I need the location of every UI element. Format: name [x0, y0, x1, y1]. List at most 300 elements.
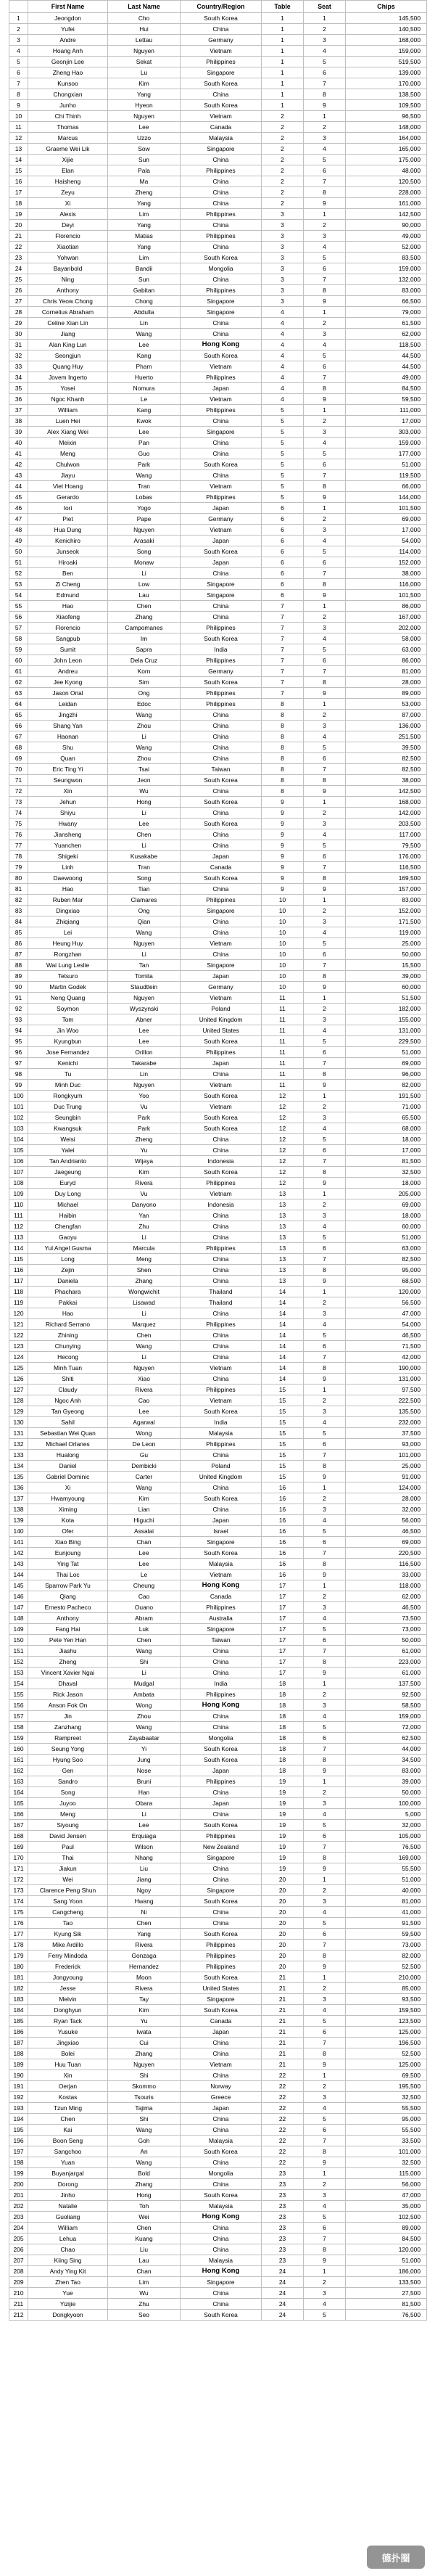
cell-table: 6: [262, 546, 304, 557]
table-row: [9, 350, 427, 361]
cell-chips: 159,000: [346, 263, 427, 274]
cell-table: 18: [262, 1755, 304, 1765]
cell-first-name: Ngoc Anh: [28, 1395, 108, 1406]
table-row: [9, 57, 427, 67]
cell-table: 20: [262, 1929, 304, 1940]
cell-chips: 120,500: [346, 176, 427, 187]
cell-rank: 137: [9, 1493, 28, 1504]
table-row: [9, 1025, 427, 1036]
cell-country: Norway: [181, 2081, 262, 2092]
cell-first-name: Yalei: [28, 1145, 108, 1156]
cell-table: 12: [262, 1091, 304, 1102]
cell-first-name: Michael Orlanes: [28, 1439, 108, 1450]
cell-last-name: Lee: [108, 1820, 181, 1831]
table-row: [9, 503, 427, 514]
cell-rank: 203: [9, 2212, 28, 2223]
cell-rank: 9: [9, 100, 28, 111]
cell-table: 14: [262, 1374, 304, 1385]
cell-last-name: Song: [108, 546, 181, 557]
cell-country: Philippines: [181, 1689, 262, 1700]
cell-seat: 4: [304, 1221, 346, 1232]
cell-table: 5: [262, 427, 304, 438]
table-row: [9, 949, 427, 960]
cell-seat: 8: [304, 1559, 346, 1570]
cell-country: South Korea: [181, 1929, 262, 1940]
cell-rank: 34: [9, 372, 28, 383]
cell-country: Malaysia: [181, 133, 262, 144]
cell-first-name: Kyung Sik: [28, 1929, 108, 1940]
table-row: [9, 416, 427, 427]
cell-country: China: [181, 927, 262, 938]
cell-first-name: Gabriel Dominic: [28, 1472, 108, 1482]
cell-last-name: Wyszynski: [108, 1004, 181, 1014]
cell-first-name: Dhaval: [28, 1678, 108, 1689]
cell-seat: 7: [304, 1744, 346, 1755]
cell-rank: 62: [9, 677, 28, 688]
cell-table: 9: [262, 873, 304, 884]
cell-country: South Korea: [181, 677, 262, 688]
cell-table: 3: [262, 242, 304, 253]
cell-table: 8: [262, 742, 304, 753]
cell-first-name: Meixin: [28, 438, 108, 448]
cell-country: Germany: [181, 514, 262, 525]
cell-seat: 1: [304, 307, 346, 318]
cell-seat: 4: [304, 1025, 346, 1036]
cell-country: China: [181, 742, 262, 753]
cell-chips: 46,500: [346, 1602, 427, 1613]
cell-rank: 110: [9, 1199, 28, 1210]
cell-last-name: Chong: [108, 296, 181, 307]
table-row: [9, 1363, 427, 1374]
table-row: [9, 1722, 427, 1733]
cell-last-name: Li: [108, 840, 181, 851]
cell-seat: 1: [304, 895, 346, 906]
table-row: [9, 296, 427, 307]
cell-first-name: Eric Ting Yi: [28, 764, 108, 775]
table-row: [9, 253, 427, 263]
cell-seat: 4: [304, 2005, 346, 2016]
cell-country: China: [181, 1069, 262, 1080]
cell-last-name: Kusakabe: [108, 851, 181, 862]
cell-table: 18: [262, 1700, 304, 1711]
cell-last-name: Campomanes: [108, 623, 181, 633]
cell-first-name: William: [28, 2223, 108, 2234]
cell-rank: 18: [9, 198, 28, 209]
cell-seat: 2: [304, 416, 346, 427]
cell-first-name: Buyanjargal: [28, 2168, 108, 2179]
table-row: [9, 122, 427, 133]
cell-rank: 112: [9, 1221, 28, 1232]
cell-chips: 61,500: [346, 318, 427, 329]
cell-first-name: Yuanchen: [28, 840, 108, 851]
cell-last-name: Mudgal: [108, 1678, 181, 1689]
cell-rank: 177: [9, 1929, 28, 1940]
cell-seat: 9: [304, 1178, 346, 1189]
cell-table: 22: [262, 2070, 304, 2081]
cell-table: 16: [262, 1548, 304, 1559]
cell-rank: 196: [9, 2136, 28, 2146]
table-row: [9, 1548, 427, 1559]
cell-table: 6: [262, 579, 304, 590]
cell-table: 3: [262, 285, 304, 296]
table-row: [9, 819, 427, 829]
table-row: [9, 546, 427, 557]
cell-last-name: Abram: [108, 1613, 181, 1624]
cell-first-name: Alan King Lun: [28, 340, 108, 350]
cell-seat: 1: [304, 1874, 346, 1885]
cell-seat: 8: [304, 1461, 346, 1472]
cell-rank: 146: [9, 1591, 28, 1602]
cell-last-name: Lobas: [108, 492, 181, 503]
table-row: [9, 144, 427, 155]
cell-country: Singapore: [181, 1537, 262, 1548]
cell-seat: 1: [304, 13, 346, 24]
cell-rank: 111: [9, 1210, 28, 1221]
cell-last-name: Vu: [108, 1189, 181, 1199]
cell-country: South Korea: [181, 1548, 262, 1559]
cell-last-name: Korn: [108, 666, 181, 677]
cell-country: South Korea: [181, 100, 262, 111]
cell-first-name: Chunying: [28, 1341, 108, 1352]
cell-last-name: Lau: [108, 2255, 181, 2266]
cell-first-name: Mike Ardillo: [28, 1940, 108, 1951]
cell-last-name: Cao: [108, 1395, 181, 1406]
table-row: [9, 1493, 427, 1504]
cell-country: Singapore: [181, 144, 262, 155]
cell-chips: 82,500: [346, 1254, 427, 1265]
cell-table: 16: [262, 1504, 304, 1515]
cell-table: 12: [262, 1102, 304, 1112]
cell-country: Israel: [181, 1526, 262, 1537]
cell-first-name: Shigeki: [28, 851, 108, 862]
cell-rank: 176: [9, 1918, 28, 1929]
cell-table: 16: [262, 1515, 304, 1526]
cell-chips: 95,000: [346, 1265, 427, 1276]
cell-rank: 133: [9, 1450, 28, 1461]
cell-country: Taiwan: [181, 764, 262, 775]
cell-country: South Korea: [181, 1112, 262, 1123]
table-row: [9, 1210, 427, 1221]
cell-table: 9: [262, 819, 304, 829]
table-row: [9, 2027, 427, 2038]
table-row: [9, 35, 427, 46]
table-row: [9, 2146, 427, 2157]
cell-last-name: Lee: [108, 1559, 181, 1570]
cell-last-name: Marcula: [108, 1243, 181, 1254]
cell-rank: 140: [9, 1526, 28, 1537]
cell-table: 9: [262, 829, 304, 840]
cell-first-name: Shu: [28, 742, 108, 753]
cell-rank: 41: [9, 448, 28, 459]
cell-country: China: [181, 1374, 262, 1385]
cell-last-name: Kang: [108, 350, 181, 361]
cell-country: Philippines: [181, 655, 262, 666]
cell-rank: 16: [9, 176, 28, 187]
cell-first-name: Oerjan: [28, 2081, 108, 2092]
cell-table: 4: [262, 361, 304, 372]
cell-seat: 1: [304, 699, 346, 710]
cell-table: 1: [262, 24, 304, 35]
table-row: [9, 829, 427, 840]
cell-table: 23: [262, 2244, 304, 2255]
cell-last-name: Vu: [108, 1102, 181, 1112]
cell-rank: 129: [9, 1406, 28, 1417]
cell-rank: 113: [9, 1232, 28, 1243]
cell-first-name: Jinho: [28, 2190, 108, 2201]
cell-last-name: Low: [108, 579, 181, 590]
cell-country: South Korea: [181, 2146, 262, 2157]
table-row: [9, 1319, 427, 1330]
cell-country: China: [181, 1221, 262, 1232]
cell-table: 8: [262, 775, 304, 786]
cell-rank: 197: [9, 2146, 28, 2157]
table-row: [9, 2310, 427, 2321]
cell-first-name: Junseok: [28, 546, 108, 557]
cell-seat: 9: [304, 688, 346, 699]
cell-table: 1: [262, 57, 304, 67]
cell-table: 23: [262, 2190, 304, 2201]
cell-last-name: Wei: [108, 2212, 181, 2223]
header-last-name: Last Name: [108, 1, 181, 13]
cell-last-name: Jeon: [108, 775, 181, 786]
cell-first-name: Hecong: [28, 1352, 108, 1363]
table-row: [9, 960, 427, 971]
cell-rank: 21: [9, 231, 28, 242]
cell-seat: 8: [304, 1951, 346, 1961]
table-row: [9, 1570, 427, 1580]
table-row: [9, 677, 427, 688]
cell-last-name: Zhou: [108, 1711, 181, 1722]
cell-seat: 3: [304, 1798, 346, 1809]
cell-first-name: Richard Serrano: [28, 1319, 108, 1330]
cell-country: Japan: [181, 536, 262, 546]
cell-country: China: [181, 2070, 262, 2081]
table-row: [9, 155, 427, 165]
cell-rank: 64: [9, 699, 28, 710]
table-row: [9, 176, 427, 187]
cell-first-name: Rongzhan: [28, 949, 108, 960]
table-row: [9, 1102, 427, 1112]
table-row: [9, 329, 427, 340]
cell-first-name: Michael: [28, 1199, 108, 1210]
cell-seat: 3: [304, 1406, 346, 1417]
table-row: [9, 851, 427, 862]
cell-rank: 172: [9, 1874, 28, 1885]
table-row: [9, 438, 427, 448]
cell-last-name: Chan: [108, 1537, 181, 1548]
cell-table: 8: [262, 699, 304, 710]
cell-chips: 15,500: [346, 960, 427, 971]
cell-seat: 3: [304, 1014, 346, 1025]
cell-chips: 17,000: [346, 525, 427, 536]
cell-country: Philippines: [181, 1178, 262, 1189]
cell-table: 4: [262, 340, 304, 350]
cell-country: Japan: [181, 1058, 262, 1069]
cell-table: 20: [262, 1907, 304, 1918]
cell-country: South Korea: [181, 2190, 262, 2201]
cell-last-name: Yi: [108, 1744, 181, 1755]
cell-rank: 14: [9, 155, 28, 165]
cell-last-name: Lee: [108, 1548, 181, 1559]
cell-chips: 35,000: [346, 2201, 427, 2212]
cell-rank: 154: [9, 1678, 28, 1689]
table-row: [9, 721, 427, 731]
cell-seat: 9: [304, 982, 346, 993]
cell-table: 21: [262, 2027, 304, 2038]
cell-table: 24: [262, 2277, 304, 2288]
cell-chips: 82,500: [346, 753, 427, 764]
cell-seat: 1: [304, 601, 346, 612]
cell-table: 18: [262, 1678, 304, 1689]
table-row: [9, 1863, 427, 1874]
cell-chips: 55,500: [346, 1863, 427, 1874]
table-row: [9, 1047, 427, 1058]
cell-country: Canada: [181, 1591, 262, 1602]
cell-seat: 9: [304, 1374, 346, 1385]
cell-rank: 189: [9, 2059, 28, 2070]
cell-last-name: Pan: [108, 438, 181, 448]
cell-chips: 87,000: [346, 710, 427, 721]
table-row: [9, 1014, 427, 1025]
cell-seat: 3: [304, 35, 346, 46]
cell-seat: 5: [304, 448, 346, 459]
cell-first-name: Tan Andrianto: [28, 1156, 108, 1167]
cell-country: China: [181, 1668, 262, 1678]
table-row: [9, 655, 427, 666]
table-row: [9, 1515, 427, 1526]
table-row: [9, 1287, 427, 1297]
cell-chips: 82,500: [346, 764, 427, 775]
table-row: [9, 427, 427, 438]
cell-country: Vietnam: [181, 361, 262, 372]
cell-country: China: [181, 1450, 262, 1461]
cell-table: 19: [262, 1831, 304, 1842]
table-row: [9, 2179, 427, 2190]
table-row: [9, 165, 427, 176]
cell-first-name: Anthony: [28, 285, 108, 296]
cell-last-name: Wang: [108, 927, 181, 938]
cell-rank: 175: [9, 1907, 28, 1918]
cell-seat: 8: [304, 1363, 346, 1374]
cell-chips: 28,000: [346, 677, 427, 688]
cell-last-name: Hernandez: [108, 1961, 181, 1972]
cell-seat: 4: [304, 1319, 346, 1330]
cell-table: 20: [262, 1885, 304, 1896]
cell-seat: 1: [304, 1776, 346, 1787]
cell-rank: 28: [9, 307, 28, 318]
cell-country: China: [181, 1918, 262, 1929]
cell-seat: 2: [304, 1199, 346, 1210]
cell-rank: 157: [9, 1711, 28, 1722]
cell-chips: 169,000: [346, 1853, 427, 1863]
table-row: [9, 1417, 427, 1428]
cell-chips: 142,500: [346, 209, 427, 220]
cell-chips: 52,500: [346, 1961, 427, 1972]
cell-first-name: Ngoc Khanh: [28, 394, 108, 405]
cell-seat: 5: [304, 1526, 346, 1537]
cell-chips: 118,000: [346, 1580, 427, 1591]
cell-country: Japan: [181, 557, 262, 568]
cell-first-name: Jiang: [28, 329, 108, 340]
cell-last-name: Hyeon: [108, 100, 181, 111]
cell-chips: 152,000: [346, 557, 427, 568]
table-row: [9, 786, 427, 797]
cell-rank: 81: [9, 884, 28, 895]
cell-seat: 4: [304, 340, 346, 350]
cell-last-name: Nguyen: [108, 46, 181, 57]
cell-seat: 3: [304, 525, 346, 536]
cell-chips: 55,500: [346, 2125, 427, 2136]
cell-seat: 5: [304, 742, 346, 753]
cell-rank: 105: [9, 1145, 28, 1156]
cell-first-name: Daewoong: [28, 873, 108, 884]
cell-seat: 2: [304, 808, 346, 819]
cell-first-name: Soymon: [28, 1004, 108, 1014]
cell-last-name: Zhang: [108, 2179, 181, 2190]
cell-last-name: Jiang: [108, 1874, 181, 1885]
cell-table: 24: [262, 2310, 304, 2321]
cell-country: United Kingdom: [181, 1472, 262, 1482]
cell-seat: 7: [304, 2136, 346, 2146]
cell-seat: 8: [304, 1657, 346, 1668]
cell-first-name: Alex Xiang Wei: [28, 427, 108, 438]
cell-chips: 195,500: [346, 2081, 427, 2092]
table-row: [9, 1134, 427, 1145]
cell-table: 14: [262, 1330, 304, 1341]
cell-table: 10: [262, 916, 304, 927]
cell-chips: 82,000: [346, 1951, 427, 1961]
cell-last-name: Tian: [108, 884, 181, 895]
cell-last-name: Wu: [108, 786, 181, 797]
cell-chips: 205,000: [346, 1189, 427, 1199]
table-row: [9, 394, 427, 405]
cell-last-name: Zhu: [108, 1221, 181, 1232]
cell-table: 11: [262, 1058, 304, 1069]
cell-first-name: Yuan: [28, 2157, 108, 2168]
cell-chips: 51,000: [346, 459, 427, 470]
cell-country: Philippines: [181, 895, 262, 906]
table-row: [9, 1776, 427, 1787]
table-row: [9, 2244, 427, 2255]
cell-last-name: Seo: [108, 2310, 181, 2321]
cell-table: 16: [262, 1493, 304, 1504]
cell-chips: 48,000: [346, 165, 427, 176]
cell-chips: 51,000: [346, 1047, 427, 1058]
cell-first-name: Yul Angel Gusma: [28, 1243, 108, 1254]
cell-country: Germany: [181, 666, 262, 677]
cell-seat: 5: [304, 1428, 346, 1439]
cell-table: 5: [262, 459, 304, 470]
cell-last-name: Sekat: [108, 57, 181, 67]
cell-first-name: Dongkyoon: [28, 2310, 108, 2321]
cell-last-name: Bold: [108, 2168, 181, 2179]
cell-seat: 7: [304, 1058, 346, 1069]
cell-first-name: Geonjin Lee: [28, 57, 108, 67]
cell-country: China: [181, 1330, 262, 1341]
cell-seat: 9: [304, 1668, 346, 1678]
cell-last-name: Wang: [108, 1722, 181, 1733]
cell-last-name: Im: [108, 633, 181, 644]
cell-country: China: [181, 1907, 262, 1918]
cell-seat: 2: [304, 710, 346, 721]
cell-first-name: Neng Quang: [28, 993, 108, 1004]
cell-country: Philippines: [181, 492, 262, 503]
cell-rank: 207: [9, 2255, 28, 2266]
cell-seat: 2: [304, 1885, 346, 1896]
cell-table: 14: [262, 1308, 304, 1319]
table-row: [9, 1123, 427, 1134]
table-row: [9, 361, 427, 372]
